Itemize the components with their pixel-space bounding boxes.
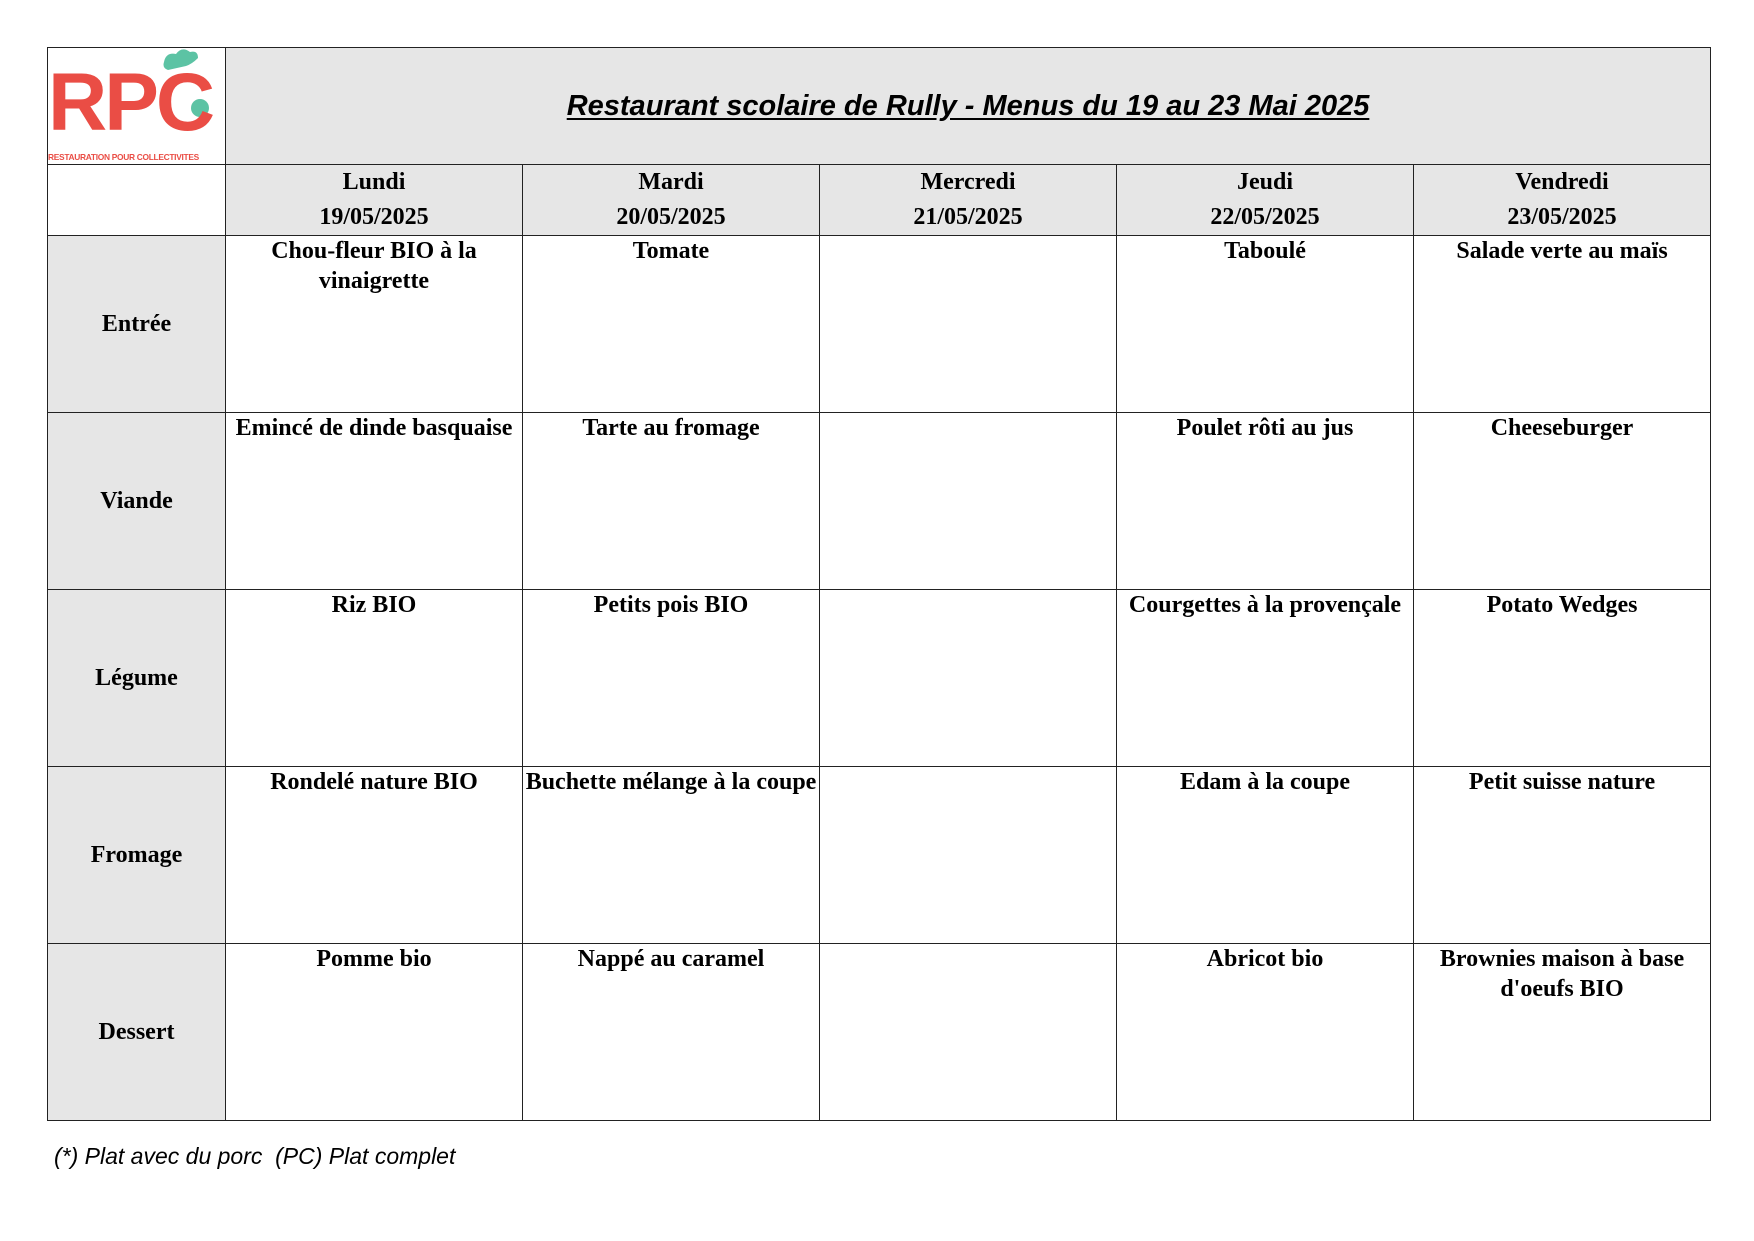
dish-cell: Salade verte au maïs bbox=[1414, 236, 1711, 413]
dish-cell: Taboulé bbox=[1117, 236, 1414, 413]
day-name: Vendredi bbox=[1515, 169, 1609, 195]
logo-letters: RPC bbox=[48, 57, 213, 148]
row-label: Entrée bbox=[48, 236, 226, 413]
dish-cell: Buchette mélange à la coupe bbox=[523, 767, 820, 944]
day-name: Mardi bbox=[638, 169, 704, 195]
row-label: Viande bbox=[48, 413, 226, 590]
menu-table bbox=[47, 47, 1711, 1121]
day-date: 23/05/2025 bbox=[1507, 204, 1617, 230]
dish-cell: Petit suisse nature bbox=[1414, 767, 1711, 944]
dish-cell: Cheeseburger bbox=[1414, 413, 1711, 590]
dish-cell: Tarte au fromage bbox=[523, 413, 820, 590]
dish-cell: Pomme bio bbox=[226, 944, 523, 1121]
day-name: Mercredi bbox=[920, 169, 1016, 195]
dish-cell: Edam à la coupe bbox=[1117, 767, 1414, 944]
dish-cell bbox=[820, 236, 1117, 413]
page-title-cell bbox=[226, 48, 1711, 165]
day-name: Lundi bbox=[342, 169, 406, 195]
dish-cell: Petits pois BIO bbox=[523, 590, 820, 767]
menu-row-viande bbox=[48, 413, 1711, 590]
menu-row-legume bbox=[48, 590, 1711, 767]
day-header-lundi bbox=[226, 165, 523, 236]
menu-row-dessert bbox=[48, 944, 1711, 1121]
corner-cell bbox=[48, 165, 226, 236]
menu-row-fromage bbox=[48, 767, 1711, 944]
day-header-mercredi bbox=[820, 165, 1117, 236]
day-header-jeudi bbox=[1117, 165, 1414, 236]
dish-cell: Poulet rôti au jus bbox=[1117, 413, 1414, 590]
row-label: Dessert bbox=[48, 944, 226, 1121]
legend-footnote: (*) Plat avec du porc (PC) Plat complet bbox=[54, 1143, 456, 1169]
dish-cell bbox=[820, 590, 1117, 767]
dish-cell bbox=[820, 767, 1117, 944]
days-header-row bbox=[48, 165, 1711, 236]
day-name: Jeudi bbox=[1236, 169, 1293, 195]
day-date: 20/05/2025 bbox=[616, 204, 726, 230]
dish-cell: Brownies maison à base d'oeufs BIO bbox=[1414, 944, 1711, 1121]
dish-cell: Abricot bio bbox=[1117, 944, 1414, 1121]
day-date: 22/05/2025 bbox=[1210, 204, 1320, 230]
dish-cell: Riz BIO bbox=[226, 590, 523, 767]
page-title: Restaurant scolaire de Rully - Menus du 19 au 23 Mai 2025 bbox=[566, 89, 1370, 122]
dish-cell: Chou-fleur BIO à la vinaigrette bbox=[226, 236, 523, 413]
day-header-mardi bbox=[523, 165, 820, 236]
dish-cell: Courgettes à la provençale bbox=[1117, 590, 1414, 767]
dish-cell bbox=[820, 944, 1117, 1121]
dish-cell: Rondelé nature BIO bbox=[226, 767, 523, 944]
logo-tagline: RESTAURATION POUR COLLECTIVITES bbox=[48, 152, 199, 162]
logo bbox=[48, 48, 226, 165]
dish-cell: Emincé de dinde basquaise bbox=[226, 413, 523, 590]
day-header-vendredi bbox=[1414, 165, 1711, 236]
dish-cell: Potato Wedges bbox=[1414, 590, 1711, 767]
day-date: 19/05/2025 bbox=[319, 204, 429, 230]
day-date: 21/05/2025 bbox=[913, 204, 1023, 230]
row-label: Fromage bbox=[48, 767, 226, 944]
dish-cell bbox=[820, 413, 1117, 590]
dish-cell: Tomate bbox=[523, 236, 820, 413]
dish-cell: Nappé au caramel bbox=[523, 944, 820, 1121]
menu-row-entree bbox=[48, 236, 1711, 413]
row-label: Légume bbox=[48, 590, 226, 767]
title-row bbox=[48, 48, 1711, 165]
